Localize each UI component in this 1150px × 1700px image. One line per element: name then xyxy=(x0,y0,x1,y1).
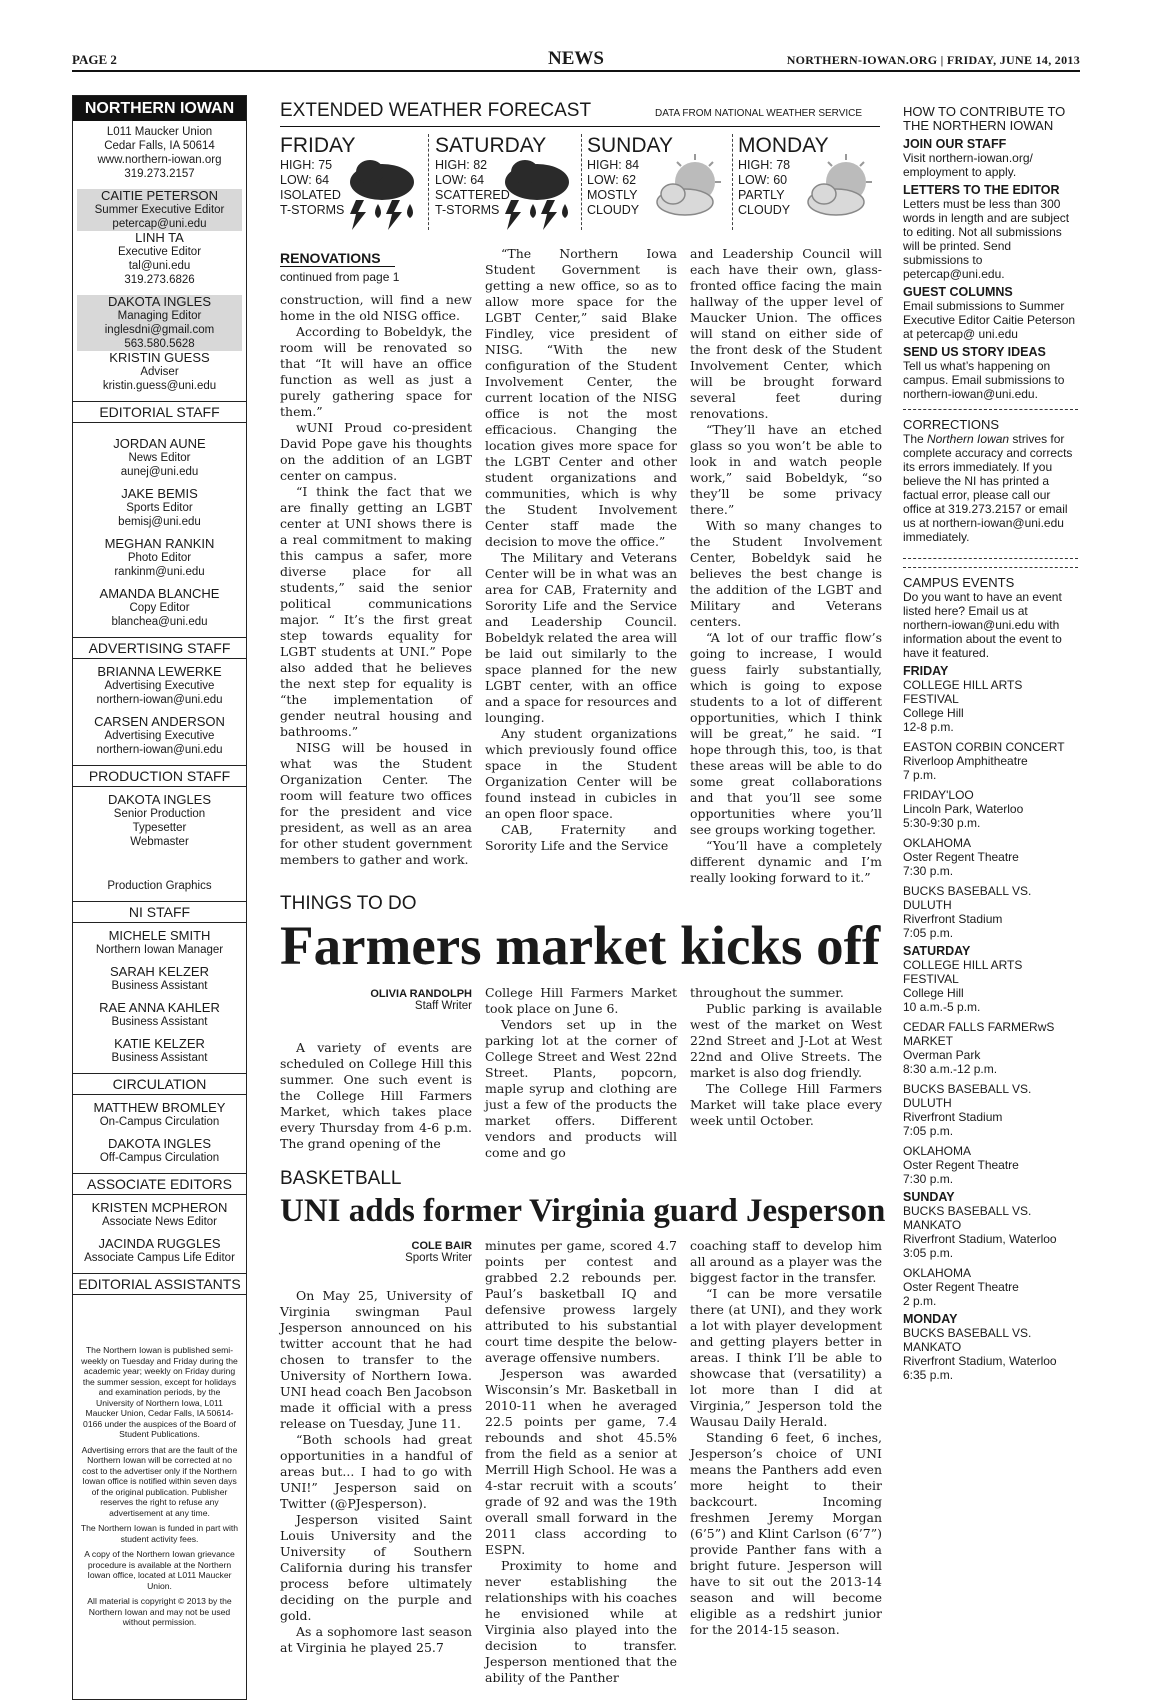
basketball-kicker: BASKETBALL xyxy=(280,1168,402,1189)
campus-events-heading: CAMPUS EVENTS xyxy=(903,575,1015,590)
event-place: Overman Park xyxy=(903,1048,981,1062)
event-time: 5:30-9:30 p.m. xyxy=(903,816,981,830)
paragraph: “They’ll have an etched glass so you won’t be able to look in and watch people work,” said Bobeldyk, “so they’ll be some privacy there.” xyxy=(690,422,882,517)
staff-role: Photo Editor xyxy=(127,552,192,564)
partly-cloudy-icon xyxy=(800,152,878,235)
weather-cond1: SCATTERED xyxy=(435,188,510,202)
associate-editors-heading: ASSOCIATE EDITORS xyxy=(73,1173,246,1195)
staff-name: KATIE KELZER xyxy=(114,1036,205,1051)
contribute-section xyxy=(903,285,1078,341)
weather-day-name: SATURDAY xyxy=(435,134,547,157)
ni-staff-heading: NI STAFF xyxy=(73,901,246,923)
event-place: Riverfront Stadium, Waterloo xyxy=(903,1354,1057,1368)
staff-member xyxy=(73,1101,246,1129)
contribute-section-text: Letters must be less than 300 words in length and are subject to editing. Not all submissions will be printed. Send submissions to petercap@uni.edu. xyxy=(903,197,1070,281)
corrections-text xyxy=(903,432,1078,544)
staff-member xyxy=(73,1137,246,1165)
event-time: 7:05 p.m. xyxy=(903,926,954,940)
event-day: SATURDAY xyxy=(903,944,971,958)
continued-label[interactable]: continued from page 1 xyxy=(280,270,400,284)
event-name: BUCKS BASEBALL VS. MANKATO xyxy=(903,1204,1032,1232)
right-sidebar xyxy=(903,105,1078,1382)
advertising-staff-list xyxy=(73,665,246,757)
paragraph: Standing 6 feet, 6 inches, Jesperson’s choice of UNI means the Panthers add even more height to their backcourt. Incoming freshmen Jeremy Morgan (6’5”) and Klint Carlson (6’7”) provide Panther fans with a bright future. Jesperson will have to sit out the 2013-14 season and will become eligible as a redshirt junior for the 2014-15 season. xyxy=(690,1430,882,1637)
staff-name: MATTHEW BROMLEY xyxy=(93,1100,226,1115)
divider xyxy=(732,134,733,230)
staff-role: Business Assistant xyxy=(111,1016,208,1028)
staff-member xyxy=(73,587,246,629)
divider xyxy=(428,134,429,230)
paragraph: “I can be more versatile there (at UNI), and they work a lot with player development and getting players better in areas. I think I’ll be able to showcase that (versatility) a lot more than I did at Virginia,” Jesperson told the Wausau Daily Herald. xyxy=(690,1286,882,1429)
event-time: 7:05 p.m. xyxy=(903,1124,954,1138)
event-name: CEDAR FALLS FARMERwS MARKET xyxy=(903,1020,1055,1048)
staff-role: Copy Editor xyxy=(129,602,190,614)
staff-name: DAKOTA INGLES xyxy=(107,792,212,807)
paragraph: throughout the summer. xyxy=(690,985,844,1000)
renovations-kicker xyxy=(280,250,399,284)
basketball-byline xyxy=(280,1240,472,1264)
page-header xyxy=(72,48,1080,72)
divider xyxy=(581,134,582,230)
event-time: 12-8 p.m. xyxy=(903,720,954,734)
weather-title: EXTENDED WEATHER FORECAST xyxy=(280,100,592,121)
weather-day-sunday xyxy=(587,134,737,230)
staff-member xyxy=(73,1037,246,1065)
campus-events-list xyxy=(903,664,1078,1382)
staff-email[interactable]: kristin.guess@uni.edu xyxy=(102,380,217,392)
author-name: COLE BAIR xyxy=(411,1240,472,1252)
paragraph: The College Hill Farmers Market will take place every week until October. xyxy=(690,1081,882,1128)
staff-name: RAE ANNA KAHLER xyxy=(99,1000,220,1015)
staff-email[interactable]: northern-iowan@uni.edu xyxy=(96,694,223,706)
staff-member xyxy=(73,929,246,957)
weather-cond1: PARTLY xyxy=(738,188,785,202)
event-item xyxy=(903,788,1078,830)
staff-role: Advertising Executive xyxy=(104,730,215,742)
weather-cond1: MOSTLY xyxy=(587,188,638,202)
thunderstorm-icon xyxy=(497,152,575,235)
event-time: 2 p.m. xyxy=(903,1294,937,1308)
event-name: BUCKS BASEBALL VS. DULUTH xyxy=(903,884,1032,912)
event-place: Lincoln Park, Waterloo xyxy=(903,802,1024,816)
staff-name: CARSEN ANDERSON xyxy=(94,714,225,729)
farmers-headline: Farmers market kicks off xyxy=(280,915,881,976)
circulation-list xyxy=(73,1101,246,1165)
event-time: 3:05 p.m. xyxy=(903,1246,954,1260)
contribute-section xyxy=(903,183,1078,281)
staff-member xyxy=(73,351,246,393)
contribute-section-title: GUEST COLUMNS xyxy=(903,285,1013,299)
divider xyxy=(903,558,1078,559)
event-name: COLLEGE HILL ARTS FESTIVAL xyxy=(903,958,1023,986)
contribute-sections xyxy=(903,137,1078,401)
paragraph: wUNI Proud co-president David Pope gave his thoughts on the addition of an LGBT center on campus. xyxy=(280,420,472,483)
event-place: Riverfront Stadium xyxy=(903,1110,1003,1124)
staff-member xyxy=(73,665,246,707)
staff-role: 563.580.5628 xyxy=(124,338,195,350)
paragraph: With so many changes to the Student Involvement Center, Bobeldyk said he believes the best change is the addition of the LGBT and Military and Veterans centers. xyxy=(690,518,882,629)
editor-list xyxy=(73,189,246,393)
staff-role: Business Assistant xyxy=(111,1052,208,1064)
divider xyxy=(903,409,1078,410)
staff-member xyxy=(73,715,246,757)
renovations-column-2 xyxy=(485,246,677,854)
event-time: 7:30 p.m. xyxy=(903,1172,954,1186)
staff-email[interactable]: tal@uni.edu xyxy=(128,260,191,272)
page-number: PAGE 2 xyxy=(72,52,117,67)
staff-email[interactable]: aunej@uni.edu xyxy=(120,466,199,478)
staff-role: Associate Campus Life Editor xyxy=(84,1252,235,1264)
paragraph: “A lot of our traffic flow’s going to increase, I would guess fairly substantially, which is going to expose students to a lot of different opportunities, which I think will be great,” he said. “I hope through this, too, is that these areas will be able to do some great collaborations and that you’ll see some opportunities where you’ll see groups working together. xyxy=(690,630,882,837)
staff-member xyxy=(73,1001,246,1029)
event-item xyxy=(903,836,1078,878)
event-item xyxy=(903,1204,1078,1260)
paragraph: and Leadership Council will each have their own, glass-fronted office facing the main hallway of the upper level of Maucker Union. The offices will stand on either side of the front desk of the Student Involvement Center, which will be brought forward several feet during renovations. xyxy=(690,246,882,421)
paragraph: Proximity to home and never establishing the relationships with his coaches he envisioned while at Virginia also played into the decision to transfer. Jesperson mentioned that the ability of the Panther xyxy=(485,1558,677,1685)
event-name: OKLAHOMA xyxy=(903,1266,972,1280)
paragraph: “You’ll have a completely different dynamic and I’m really looking forward to it.” xyxy=(690,838,882,885)
weather-cond2: CLOUDY xyxy=(738,203,791,217)
corrections-body: strives for complete accuracy and corrects its errors immediately. If you believe the NI has printed a factual error, please call our office at 319.273.2157 or email us at northern-iowan@uni.edu immediately. xyxy=(903,432,1073,544)
production-staff xyxy=(73,793,246,893)
event-day: SUNDAY xyxy=(903,1190,955,1204)
contribute-section-text: Email submissions to Summer Executive Editor Caitie Peterson at petercap@ uni.edu xyxy=(903,299,1076,341)
notice-paragraph: A copy of the Northern Iowan grievance procedure is available at the Northern Iowan office, located at L011 Maucker Union. xyxy=(84,1549,235,1591)
event-place: Riverloop Amphitheatre xyxy=(903,754,1028,768)
ni-staff-list xyxy=(73,929,246,1065)
contribute-section-text: Tell us what’s happening on campus. Email submissions to northern-iowan@uni.edu. xyxy=(903,359,1065,401)
staff-role: Adviser xyxy=(140,366,179,378)
event-item xyxy=(903,884,1078,940)
weather-day-name: FRIDAY xyxy=(280,134,356,157)
author-name: OLIVIA RANDOLPH xyxy=(370,988,472,1000)
notice-paragraph: Advertising errors that are the fault of the Northern Iowan will be corrected at no cost to the advertiser only if the Northern Iowan office is notified within seven days of the original publication. Publisher reserves the right to refuse any advertisement at any time. xyxy=(81,1444,238,1518)
paragraph: A variety of events are scheduled on College Hill this summer. One such event is the College Hill Farmers Market, which takes place every Thursday from 4-6 p.m. The grand opening of the xyxy=(280,1040,472,1151)
basketball-column-2 xyxy=(485,1238,677,1686)
weather-low: LOW: 62 xyxy=(587,173,637,187)
staff-email[interactable]: bemisj@uni.edu xyxy=(118,516,201,528)
staff-member xyxy=(73,487,246,529)
farmers-column-3 xyxy=(690,985,882,1129)
weather-cond1: ISOLATED xyxy=(280,188,341,202)
staff-name: AMANDA BLANCHE xyxy=(99,586,220,601)
weather-high: HIGH: 78 xyxy=(738,158,791,172)
staff-name: MICHELE SMITH xyxy=(108,928,211,943)
weather-source: DATA FROM NATIONAL WEATHER SERVICE xyxy=(655,108,863,119)
paragraph: minutes per game, scored 4.7 points per contest and grabbed 2.2 rebounds per. Paul’s basketball IQ and defensive prowess largely attributed to his substantial court time despite the below-average offensive numbers. xyxy=(485,1238,677,1365)
website-link[interactable]: www.northern-iowan.org xyxy=(97,154,222,166)
campus-events-intro: Do you want to have an event listed here? Email us at northern-iowan@uni.edu with information about the event to have it featured. xyxy=(903,590,1062,660)
weather-cond2: T-STORMS xyxy=(435,203,500,217)
paragraph: NISG will be housed in what was the Student Organization Center. The room will feature two offices for the president and vice president, as well as an area for other student government members to gather and work. xyxy=(280,740,472,867)
event-item xyxy=(903,740,1078,782)
staff-member xyxy=(77,189,242,231)
divider xyxy=(903,567,1078,568)
staff-name: KRISTIN GUESS xyxy=(109,350,210,365)
staff-member xyxy=(73,965,246,993)
event-item xyxy=(903,1266,1078,1308)
basketball-column-1 xyxy=(280,1288,472,1656)
staff-role: Senior Production xyxy=(113,808,206,820)
staff-role: Production Graphics xyxy=(107,880,212,892)
paragraph: coaching staff to develop him all around as a player was the biggest factor in the transfer. xyxy=(690,1238,882,1285)
event-time: 8:30 a.m.-12 p.m. xyxy=(903,1062,998,1076)
address-line: Cedar Falls, IA 50614 xyxy=(104,140,215,152)
paragraph: “Both schools had great opportunities in a handful of areas but... I had to go with UNI!” Jesperson said on Twitter (@PJesperson). xyxy=(280,1432,472,1511)
editorial-staff-heading: EDITORIAL STAFF xyxy=(73,401,246,423)
renovations-column-1 xyxy=(280,292,472,868)
farmers-column-1 xyxy=(280,1040,472,1152)
contribute-heading: HOW TO CONTRIBUTE TO THE NORTHERN IOWAN xyxy=(903,104,1066,133)
event-place: Oster Regent Theatre xyxy=(903,1158,1019,1172)
staff-name: DAKOTA INGLES xyxy=(107,294,212,309)
corrections-heading: CORRECTIONS xyxy=(903,417,1000,432)
event-place: Oster Regent Theatre xyxy=(903,850,1019,864)
event-name: COLLEGE HILL ARTS FESTIVAL xyxy=(903,678,1023,706)
weather-day-friday xyxy=(280,134,430,230)
contribute-section-title: JOIN OUR STAFF xyxy=(903,137,1007,151)
notice-paragraph: The Northern Iowan is published semi-weekly on Tuesday and Friday during the academic year; weekly on Friday during the summer session, except for holidays and examination periods, by the University of Northern Iowa, L011 Maucker Union, Cedar Falls, IA 50614-0166 under the auspices of the Board of Student Publications. xyxy=(81,1345,238,1439)
staff-role: Sports Editor xyxy=(126,502,193,514)
section-name: NEWS xyxy=(548,48,604,69)
weather-day-saturday xyxy=(435,134,585,230)
contribute-section xyxy=(903,345,1078,401)
event-item xyxy=(903,1326,1078,1382)
weather-low: LOW: 60 xyxy=(738,173,788,187)
basketball-headline: UNI adds former Virginia guard Jesperson xyxy=(280,1193,886,1229)
weather-day-name: SUNDAY xyxy=(587,134,673,157)
event-place: Riverfront Stadium xyxy=(903,912,1003,926)
advertising-staff-heading: ADVERTISING STAFF xyxy=(73,637,246,659)
event-item xyxy=(903,1082,1078,1138)
staff-name: JAKE BEMIS xyxy=(121,486,198,501)
paragraph: “The Northern Iowa Student Government is getting a new office, so as to allow more space for the LGBT Center,” said Blake Findley, vice president of NISG. “With the new configuration of the Student Involvement Center, the current location of the NISG office is not the most efficacious. Changing the location gives more space for the LGBT Center and other student organizations and communities, which is why the Student Involvement Center staff made the decision to move the office.” xyxy=(485,246,677,549)
event-name: BUCKS BASEBALL VS. DULUTH xyxy=(903,1082,1032,1110)
staff-name: JACINDA RUGGLES xyxy=(98,1236,221,1251)
staff-member xyxy=(73,231,246,287)
staff-role: Off-Campus Circulation xyxy=(99,1152,220,1164)
editorial-assistants-heading: EDITORIAL ASSISTANTS xyxy=(73,1273,246,1295)
farmers-column-2 xyxy=(485,985,677,1161)
phone-number: 319.273.2157 xyxy=(124,168,195,180)
event-item xyxy=(903,1020,1078,1076)
staff-role: Northern Iowan Manager xyxy=(95,944,224,956)
paragraph: Vendors set up in the parking lot at the corner of College Street and West 22nd Street. Plants, popcorn, maple syrup and clothing are just a few of the products the market offers. Different vendors and products will come and go xyxy=(485,1017,677,1160)
event-name: BUCKS BASEBALL VS. MANKATO xyxy=(903,1326,1032,1354)
paragraph: According to Bobeldyk, the room will be renovated so that “It will have an office function as well as just a purely gathering space for them.” xyxy=(280,324,472,419)
staff-name: LINH TA xyxy=(135,230,184,245)
weather-rule xyxy=(280,126,880,127)
event-place: College Hill xyxy=(903,706,964,720)
address-line: L011 Maucker Union xyxy=(106,126,213,138)
staff-email[interactable]: inglesdni@gmail.com xyxy=(104,324,215,336)
production-staff-heading: PRODUCTION STAFF xyxy=(73,765,246,787)
weather-cond2: T-STORMS xyxy=(280,203,345,217)
event-name: OKLAHOMA xyxy=(903,1144,972,1158)
staff-name: CAITIE PETERSON xyxy=(100,188,219,203)
staff-name: JORDAN AUNE xyxy=(113,436,206,451)
contribute-section-text: Visit northern-iowan.org/ employment to apply. xyxy=(903,151,1033,179)
article-kicker: RENOVATIONS xyxy=(280,250,395,267)
contribute-section xyxy=(903,137,1078,179)
staff-member xyxy=(73,1201,246,1229)
paragraph: Jesperson visited Saint Louis University and the University of Southern California during his transfer process before ultimately deciding on the purple and gold. xyxy=(280,1512,472,1623)
staff-name: DAKOTA INGLES xyxy=(107,1136,212,1151)
author-role: Staff Writer xyxy=(414,1000,472,1012)
staff-role: Webmaster xyxy=(130,836,189,848)
event-time: 7 p.m. xyxy=(903,768,937,782)
weather-low: LOW: 64 xyxy=(280,173,330,187)
renovations-column-3 xyxy=(690,246,882,886)
publication-notice xyxy=(73,1345,246,1628)
notice-paragraph: The Northern Iowan is funded in part with student activity fees. xyxy=(80,1523,239,1544)
event-item xyxy=(903,1144,1078,1186)
event-time: 10 a.m.-5 p.m. xyxy=(903,1000,981,1014)
staff-name: SARAH KELZER xyxy=(110,964,209,979)
circulation-heading: CIRCULATION xyxy=(73,1073,246,1095)
event-item xyxy=(903,678,1078,734)
partly-cloudy-icon xyxy=(649,152,727,235)
paragraph: Jesperson was awarded Wisconsin’s Mr. Basketball in 2010-11 when he averaged 22.5 points per game, 7.4 rebounds and shot 45.5% from the field as a senior at Merrill High School. He was a 4-star recruit with a scouts’ grade of 92 and was the 19th overall small forward in the 2011 class according to ESPN. xyxy=(485,1366,677,1557)
staff-role: Associate News Editor xyxy=(101,1216,218,1228)
event-place: College Hill xyxy=(903,986,964,1000)
staff-role: Typesetter xyxy=(132,822,187,834)
staff-role: Executive Editor xyxy=(117,246,202,258)
site-date: NORTHERN-IOWAN.ORG | FRIDAY, JUNE 14, 2013 xyxy=(786,53,1080,67)
staff-role: On-Campus Circulation xyxy=(99,1116,220,1128)
weather-low: LOW: 64 xyxy=(435,173,485,187)
staff-role: News Editor xyxy=(128,452,191,464)
event-place: Oster Regent Theatre xyxy=(903,1280,1019,1294)
staff-role: 319.273.6826 xyxy=(124,274,195,286)
weather-high: HIGH: 84 xyxy=(587,158,640,172)
paragraph: “I think the fact that we are finally getting an LGBT center at UNI shows there is a real commitment to making this campus a safer, more diverse place for all students,” said the senior political communications major. “ It’s the first great step towards equality for LGBT students at UNI.” Pope also added that he believes the next step for equality is “the implementation of gender neutral housing and bathrooms.” xyxy=(280,484,472,739)
weather-day-name: MONDAY xyxy=(738,134,829,157)
staff-role: Summer Executive Editor xyxy=(94,204,225,216)
event-time: 6:35 p.m. xyxy=(903,1368,954,1382)
farmers-byline xyxy=(280,988,472,1012)
staff-role: Managing Editor xyxy=(117,310,202,322)
staff-name: KRISTEN MCPHERON xyxy=(91,1200,228,1215)
staff-box xyxy=(72,95,247,1700)
contribute-section-title: SEND US STORY IDEAS xyxy=(903,345,1046,359)
paragraph: College Hill Farmers Market took place on June 6. xyxy=(485,985,677,1016)
staff-member xyxy=(77,295,242,351)
event-item xyxy=(903,958,1078,1014)
weather-high: HIGH: 82 xyxy=(435,158,488,172)
associate-editors-list xyxy=(73,1201,246,1265)
event-day: FRIDAY xyxy=(903,664,949,678)
event-time: 7:30 p.m. xyxy=(903,864,954,878)
paragraph: Any student organizations which previously found office space in the Student Organization Center will be found instead in cubicles in an open floor space. xyxy=(485,726,677,821)
paragraph: On May 25, University of Virginia swingman Paul Jesperson announced on his twitter account that he had chosen to transfer to the University of Northern Iowa. UNI head coach Ben Jacobson made it official with a press release on Tuesday, June 11. xyxy=(280,1288,472,1431)
paragraph: The Military and Veterans Center will be in what was an area for CAB, Fraternity and Sorority Life and the Service and Leadership Council. Bobeldyk related the area will be laid out similarly to the space planned for the new LGBT center, with an office and a space for resources and lounging. xyxy=(485,550,677,725)
weather-cond2: CLOUDY xyxy=(587,203,640,217)
thunderstorm-icon xyxy=(342,152,420,235)
staff-email[interactable]: blanchea@uni.edu xyxy=(111,616,208,628)
weather-high: HIGH: 75 xyxy=(280,158,333,172)
staff-member xyxy=(73,1237,246,1265)
staff-member xyxy=(73,437,246,479)
farmers-kicker: THINGS TO DO xyxy=(280,893,417,914)
editorial-staff-list xyxy=(73,437,246,629)
masthead: NORTHERN IOWAN xyxy=(73,96,246,121)
staff-role: Advertising Executive xyxy=(104,680,215,692)
staff-email[interactable]: rankinm@uni.edu xyxy=(114,566,205,578)
staff-email[interactable]: petercap@uni.edu xyxy=(112,218,207,230)
staff-name: BRIANNA LEWERKE xyxy=(97,664,222,679)
corrections-pre: The xyxy=(903,432,928,446)
author-role: Sports Writer xyxy=(405,1252,472,1264)
basketball-column-3 xyxy=(690,1238,882,1638)
paragraph: CAB, Fraternity and Sorority Life and the Service xyxy=(485,822,677,853)
paragraph: construction, will find a new home in the old NISG office. xyxy=(280,292,472,323)
paragraph: As a sophomore last season at Virginia he played 25.7 xyxy=(280,1624,472,1655)
event-name: OKLAHOMA xyxy=(903,836,972,850)
event-name: EASTON CORBIN CONCERT xyxy=(903,740,1065,754)
contribute-section-title: LETTERS TO THE EDITOR xyxy=(903,183,1060,197)
staff-role: Business Assistant xyxy=(111,980,208,992)
paper-name: Northern Iowan xyxy=(927,432,1010,446)
event-name: FRIDAY'LOO xyxy=(903,788,974,802)
staff-member xyxy=(73,537,246,579)
event-day: MONDAY xyxy=(903,1312,958,1326)
staff-email[interactable]: northern-iowan@uni.edu xyxy=(96,744,223,756)
staff-name: MEGHAN RANKIN xyxy=(104,536,215,551)
notice-paragraph: All material is copyright © 2013 by the Northern Iowan and may not be used without permission. xyxy=(87,1596,232,1627)
weather-day-monday xyxy=(738,134,888,230)
paragraph: Public parking is available west of the market on West 22nd Street and J-Lot at West 22nd and Olive Streets. The market is also dog friendly. xyxy=(690,1001,882,1080)
event-place: Riverfront Stadium, Waterloo xyxy=(903,1232,1057,1246)
